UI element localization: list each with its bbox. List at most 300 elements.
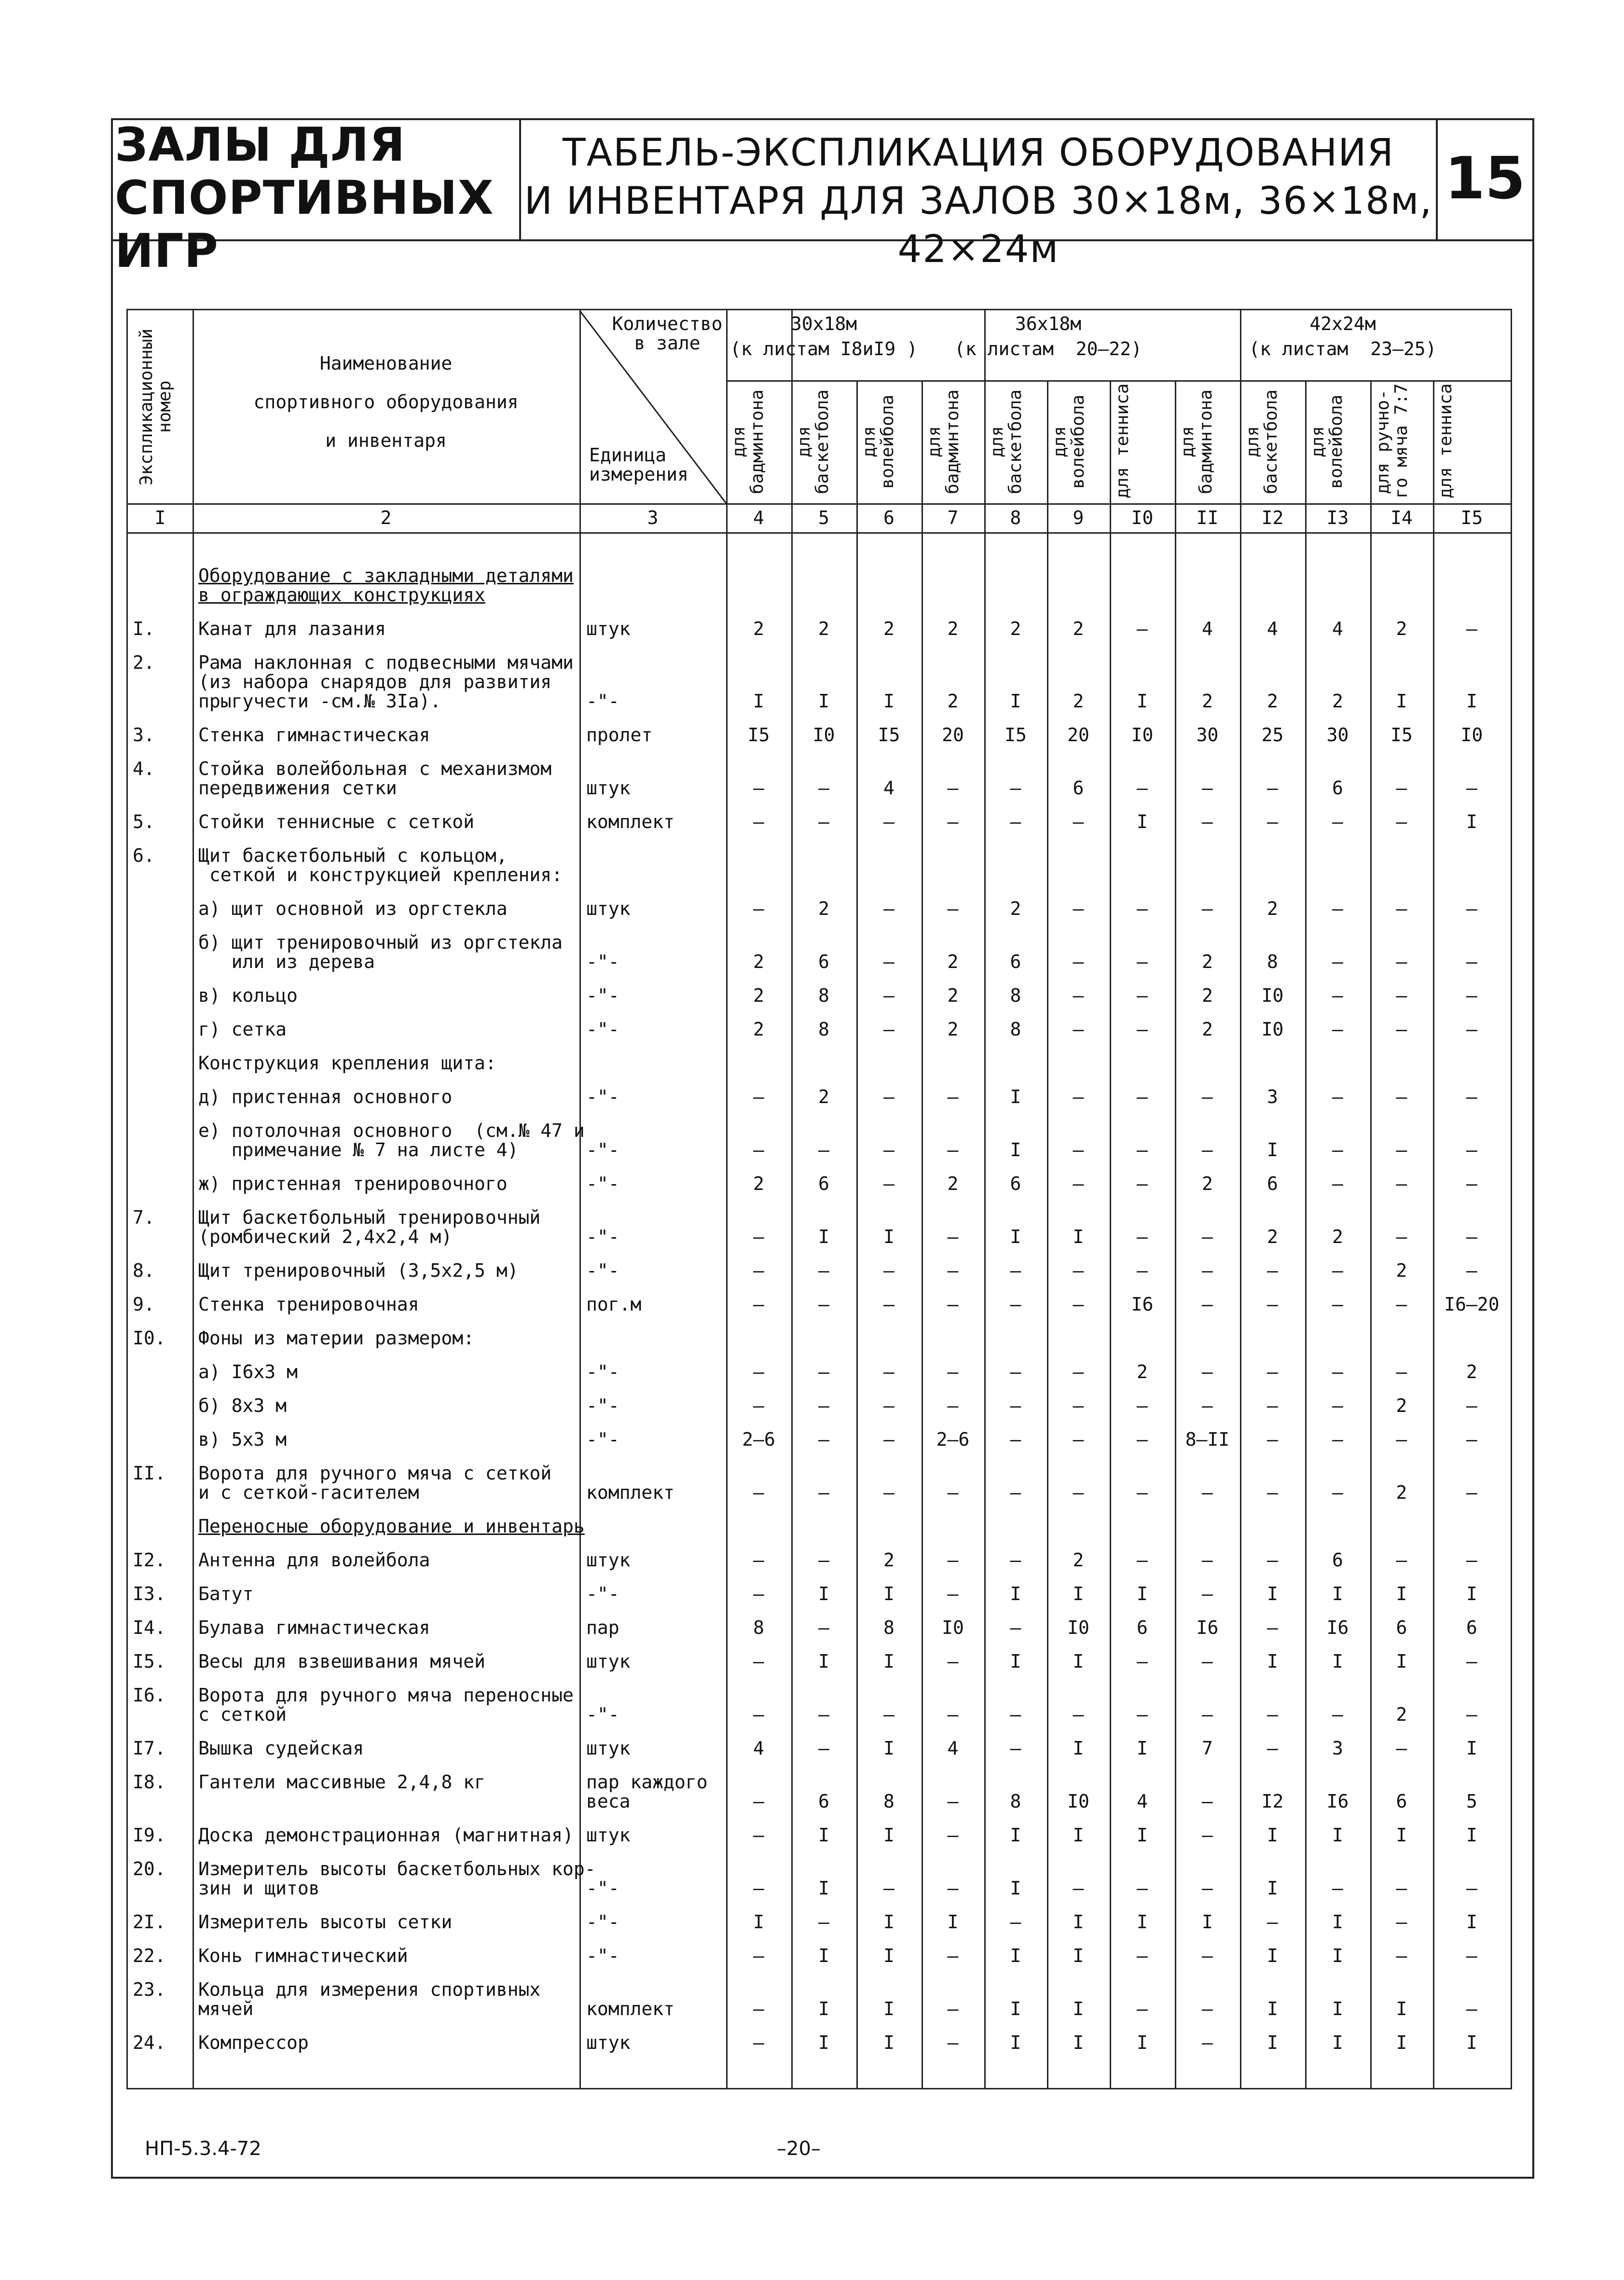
quantity-cell: – <box>1010 1738 1021 1759</box>
quantity-cell: I <box>1137 811 1148 832</box>
item-name: д) пристенная основного <box>198 1086 453 1107</box>
sheet-number: 15 <box>1445 145 1526 212</box>
item-number: 22. <box>133 1945 166 1966</box>
quantity-cell: – <box>753 1824 764 1846</box>
quantity-cell: – <box>1396 1139 1407 1161</box>
quantity-cell: 8 <box>1010 1019 1021 1040</box>
quantity-cell: – <box>1332 1482 1343 1503</box>
quantity-cell: – <box>1202 1482 1213 1503</box>
quantity-cell: – <box>1267 1549 1278 1571</box>
quantity-cell: – <box>1332 951 1343 972</box>
quantity-cell: – <box>1332 1086 1343 1107</box>
quantity-cell: I <box>1267 1651 1278 1672</box>
quantity-cell: – <box>1466 951 1477 972</box>
quantity-cell: 2 <box>947 951 959 972</box>
quantity-cell: – <box>883 1361 895 1382</box>
quantity-cell: – <box>1010 1549 1021 1571</box>
quantity-cell: 2 <box>1332 1226 1343 1247</box>
quantity-cell: – <box>1010 1395 1021 1416</box>
quantity-cell: I <box>818 1998 829 2019</box>
quantity-cell: – <box>1267 1911 1278 1933</box>
hall-group-title: 30x18м <box>790 313 857 334</box>
item-number: 23. <box>133 1979 166 2000</box>
quantity-cell: – <box>1010 1429 1021 1450</box>
quantity-cell: I <box>1267 1945 1278 1966</box>
quantity-cell: I5 <box>1005 724 1027 746</box>
item-unit: -"- <box>586 1878 619 1899</box>
quantity-cell: I0 <box>1067 1791 1089 1812</box>
quantity-cell: – <box>1396 1361 1407 1382</box>
quantity-cell: 6 <box>1137 1617 1148 1638</box>
item-name: Оборудование с закладными деталями в ограждающих конструкциях <box>198 565 574 606</box>
column-number: 7 <box>947 507 959 528</box>
quantity-cell: 4 <box>1332 618 1343 639</box>
quantity-cell: – <box>1466 1139 1477 1161</box>
quantity-cell: 6 <box>1010 1173 1021 1194</box>
column-rule <box>791 310 793 2088</box>
quantity-cell: – <box>883 811 895 832</box>
quantity-cell: I <box>1332 2032 1343 2053</box>
quantity-cell: I0 <box>1261 1019 1284 1040</box>
quantity-cell: I <box>1267 1139 1278 1161</box>
quantity-cell: I6–20 <box>1444 1294 1500 1315</box>
column-header-name: Наименование спортивного оборудования и инвентаря <box>253 353 519 451</box>
column-header-quantity: Количество в зале <box>612 313 723 354</box>
quantity-cell: – <box>1396 1945 1407 1966</box>
quantity-cell: – <box>1010 1704 1021 1725</box>
quantity-cell: – <box>1010 1617 1021 1638</box>
column-number: 3 <box>647 507 659 528</box>
quantity-cell: – <box>1202 1583 1213 1604</box>
item-number: I7. <box>133 1738 166 1759</box>
quantity-cell: – <box>947 1139 959 1161</box>
header-rule <box>128 532 1511 534</box>
quantity-cell: – <box>1466 1549 1477 1571</box>
quantity-cell: 2 <box>1137 1361 1148 1382</box>
column-number: 9 <box>1073 507 1084 528</box>
quantity-cell: – <box>818 1738 829 1759</box>
column-number: II <box>1196 507 1219 528</box>
quantity-cell: – <box>883 898 895 919</box>
item-name: б) 8x3 м <box>198 1395 287 1416</box>
quantity-cell: – <box>818 1260 829 1281</box>
quantity-cell: I <box>1010 1998 1021 2019</box>
quantity-cell: – <box>947 1361 959 1382</box>
quantity-cell: I <box>1466 1824 1477 1846</box>
quantity-cell: – <box>1396 1429 1407 1450</box>
quantity-cell: – <box>753 1878 764 1899</box>
item-name: Конь гимнастический <box>198 1945 408 1966</box>
sport-column-header: для волейбола <box>1050 394 1088 489</box>
quantity-cell: I <box>818 1945 829 1966</box>
item-unit: -"- <box>586 951 619 972</box>
quantity-cell: I <box>883 1583 895 1604</box>
quantity-cell: I0 <box>1067 1617 1089 1638</box>
quantity-cell: – <box>883 1878 895 1899</box>
quantity-cell: 2 <box>883 1549 895 1571</box>
item-unit: -"- <box>586 1139 619 1161</box>
quantity-cell: 2 <box>1073 618 1084 639</box>
quantity-cell: I6 <box>1326 1617 1349 1638</box>
quantity-cell: I <box>947 1911 959 1933</box>
quantity-cell: – <box>753 1226 764 1247</box>
quantity-cell: 6 <box>1073 777 1084 799</box>
quantity-cell: 6 <box>818 1173 829 1194</box>
quantity-cell: – <box>818 1549 829 1571</box>
quantity-cell: I <box>1466 1911 1477 1933</box>
quantity-cell: I <box>883 1651 895 1672</box>
column-rule <box>579 310 581 2088</box>
quantity-cell: – <box>1267 1361 1278 1382</box>
item-number: 3. <box>133 724 155 746</box>
quantity-cell: I5 <box>747 724 770 746</box>
quantity-cell: – <box>753 898 764 919</box>
quantity-cell: – <box>1202 1226 1213 1247</box>
quantity-cell: 2 <box>818 618 829 639</box>
quantity-cell: – <box>1202 1395 1213 1416</box>
quantity-cell: 2 <box>1396 1260 1407 1281</box>
quantity-cell: – <box>1332 1429 1343 1450</box>
item-number: 7. <box>133 1207 155 1228</box>
quantity-cell: – <box>1396 777 1407 799</box>
quantity-cell: I <box>818 1583 829 1604</box>
item-unit: -"- <box>586 1704 619 1725</box>
quantity-cell: – <box>1466 1945 1477 1966</box>
quantity-cell: – <box>1073 1173 1084 1194</box>
sport-column-header: для баскетбола <box>987 389 1025 494</box>
quantity-cell: I0 <box>1460 724 1483 746</box>
quantity-cell: I <box>1073 1998 1084 2019</box>
quantity-cell: I <box>1466 811 1477 832</box>
item-number: I2. <box>133 1549 166 1571</box>
quantity-cell: I5 <box>1390 724 1413 746</box>
item-unit: комплект <box>586 811 675 832</box>
quantity-cell: – <box>1332 1294 1343 1315</box>
quantity-cell: I <box>883 1824 895 1846</box>
quantity-cell: I <box>1267 1583 1278 1604</box>
quantity-cell: I6 <box>1196 1617 1219 1638</box>
quantity-cell: 2 <box>753 618 764 639</box>
quantity-cell: I <box>1073 2032 1084 2053</box>
quantity-cell: – <box>1073 1361 1084 1382</box>
quantity-cell: 6 <box>1396 1791 1407 1812</box>
item-number: I0. <box>133 1327 166 1349</box>
item-unit: пар каждого веса <box>586 1771 708 1812</box>
quantity-cell: – <box>1396 985 1407 1006</box>
quantity-cell: – <box>1396 898 1407 919</box>
item-name: Стойка волейбольная с механизмом передвижения сетки <box>198 758 552 799</box>
quantity-cell: – <box>1073 1395 1084 1416</box>
quantity-cell: I <box>1010 1226 1021 1247</box>
quantity-cell: – <box>1073 1019 1084 1040</box>
quantity-cell: I <box>818 1651 829 1672</box>
quantity-cell: – <box>1137 1429 1148 1450</box>
column-number: 4 <box>753 507 764 528</box>
item-number: 9. <box>133 1294 155 1315</box>
quantity-cell: I <box>1466 2032 1477 2053</box>
quantity-cell: – <box>1267 1704 1278 1725</box>
quantity-cell: 2 <box>1202 1019 1213 1040</box>
quantity-cell: – <box>753 1549 764 1571</box>
quantity-cell: – <box>1396 1911 1407 1933</box>
quantity-cell: I6 <box>1326 1791 1349 1812</box>
quantity-cell: – <box>1466 898 1477 919</box>
quantity-cell: – <box>818 1617 829 1638</box>
quantity-cell: – <box>753 1395 764 1416</box>
item-number: 5. <box>133 811 155 832</box>
quantity-cell: – <box>753 1998 764 2019</box>
quantity-cell: 2 <box>1073 691 1084 712</box>
quantity-cell: – <box>1466 1998 1477 2019</box>
quantity-cell: – <box>1073 1878 1084 1899</box>
quantity-cell: 2 <box>1202 951 1213 972</box>
quantity-cell: – <box>1073 898 1084 919</box>
quantity-cell: I <box>1332 1583 1343 1604</box>
column-number: 8 <box>1010 507 1021 528</box>
quantity-cell: 2 <box>947 1173 959 1194</box>
quantity-cell: I <box>1010 691 1021 712</box>
item-name: Щит баскетбольный с кольцом, сеткой и конструкцией крепления: <box>198 845 563 885</box>
quantity-cell: – <box>1466 1173 1477 1194</box>
quantity-cell: – <box>1466 1704 1477 1725</box>
item-name: Вышка судейская <box>198 1738 364 1759</box>
item-unit: пог.м <box>586 1294 642 1315</box>
sport-column-header: для волейбола <box>859 394 897 489</box>
quantity-cell: 3 <box>1267 1086 1278 1107</box>
page-number: –20– <box>777 2138 821 2160</box>
quantity-cell: 6 <box>1332 777 1343 799</box>
quantity-cell: – <box>1202 777 1213 799</box>
quantity-cell: – <box>1267 1429 1278 1450</box>
quantity-cell: – <box>947 1294 959 1315</box>
quantity-cell: – <box>753 811 764 832</box>
series-title <box>111 118 521 278</box>
quantity-cell: I <box>883 1998 895 2019</box>
item-unit: -"- <box>586 1429 619 1450</box>
item-name: Ворота для ручного мяча переносные с сеткой <box>198 1685 574 1725</box>
column-number: I0 <box>1131 507 1154 528</box>
hall-group-sheets: (к листам 23–25) <box>1249 338 1437 359</box>
quantity-cell: – <box>1137 1878 1148 1899</box>
quantity-cell: – <box>883 1704 895 1725</box>
quantity-cell: 6 <box>818 1791 829 1812</box>
item-number: I8. <box>133 1771 166 1793</box>
item-unit: штук <box>586 777 631 799</box>
quantity-cell: 6 <box>1332 1549 1343 1571</box>
quantity-cell: – <box>1137 898 1148 919</box>
quantity-cell: – <box>1396 1738 1407 1759</box>
item-name: Измеритель высоты баскетбольных кор- зин и щитов <box>198 1858 596 1899</box>
quantity-cell: I0 <box>942 1617 964 1638</box>
quantity-cell: – <box>1010 1294 1021 1315</box>
quantity-cell: 2 <box>1267 691 1278 712</box>
column-number: 6 <box>883 507 895 528</box>
quantity-cell: I <box>1073 1651 1084 1672</box>
quantity-cell: – <box>1267 811 1278 832</box>
quantity-cell: I <box>1202 1911 1213 1933</box>
quantity-cell: – <box>947 1395 959 1416</box>
quantity-cell: – <box>1073 1429 1084 1450</box>
quantity-cell: – <box>1202 1824 1213 1846</box>
quantity-cell: – <box>1202 811 1213 832</box>
quantity-cell: I <box>1332 1911 1343 1933</box>
quantity-cell: – <box>1010 1911 1021 1933</box>
item-number: I3. <box>133 1583 166 1604</box>
quantity-cell: 4 <box>753 1738 764 1759</box>
column-rule <box>193 310 194 2088</box>
quantity-cell: 2 <box>1202 691 1213 712</box>
quantity-cell: 2 <box>753 1019 764 1040</box>
quantity-cell: 2 <box>753 951 764 972</box>
item-number: I9. <box>133 1824 166 1846</box>
quantity-cell: – <box>883 951 895 972</box>
item-name: е) потолочная основного (см.№ 47 и примечание № 7 на листе 4) <box>198 1120 585 1161</box>
item-number: 2. <box>133 652 155 673</box>
quantity-cell: I <box>1396 2032 1407 2053</box>
quantity-cell: 6 <box>1267 1173 1278 1194</box>
item-number: 24. <box>133 2032 166 2053</box>
item-name: Измеритель высоты сетки <box>198 1911 453 1933</box>
item-unit: -"- <box>586 1019 619 1040</box>
quantity-cell: – <box>1332 1704 1343 1725</box>
quantity-cell: – <box>753 1651 764 1672</box>
quantity-cell: – <box>1073 1260 1084 1281</box>
quantity-cell: – <box>1267 1482 1278 1503</box>
quantity-cell: I <box>1010 1824 1021 1846</box>
quantity-cell: – <box>1396 1294 1407 1315</box>
quantity-cell: 2 <box>818 1086 829 1107</box>
item-unit: -"- <box>586 1086 619 1107</box>
item-name: Стенка тренировочная <box>198 1294 419 1315</box>
quantity-cell: I <box>1010 1583 1021 1604</box>
quantity-cell: – <box>818 1482 829 1503</box>
quantity-cell: – <box>1137 1482 1148 1503</box>
column-rule <box>726 310 728 2088</box>
quantity-cell: I <box>883 2032 895 2053</box>
item-unit: штук <box>586 1651 631 1672</box>
quantity-cell: I <box>1010 2032 1021 2053</box>
quantity-cell: – <box>1332 1019 1343 1040</box>
column-number: I <box>154 507 166 528</box>
quantity-cell: – <box>947 1086 959 1107</box>
quantity-cell: – <box>753 1086 764 1107</box>
quantity-cell: I <box>1073 1824 1084 1846</box>
quantity-cell: I <box>1137 1738 1148 1759</box>
quantity-cell: – <box>1202 2032 1213 2053</box>
quantity-cell: 4 <box>1202 618 1213 639</box>
quantity-cell: 2 <box>947 618 959 639</box>
quantity-cell: 8 <box>1010 1791 1021 1812</box>
column-number: I4 <box>1390 507 1413 528</box>
quantity-cell: – <box>883 985 895 1006</box>
quantity-cell: – <box>1202 1086 1213 1107</box>
quantity-cell: – <box>1332 1395 1343 1416</box>
quantity-cell: 4 <box>1137 1791 1148 1812</box>
quantity-cell: – <box>1137 951 1148 972</box>
quantity-cell: I <box>1466 691 1477 712</box>
quantity-cell: 3 <box>1332 1738 1343 1759</box>
quantity-cell: 2 <box>947 985 959 1006</box>
quantity-cell: 2–6 <box>936 1429 970 1450</box>
header-rule <box>726 380 1511 382</box>
hall-group-title: 42x24м <box>1309 313 1376 334</box>
quantity-cell: I <box>1010 1651 1021 1672</box>
quantity-cell: I <box>1137 1911 1148 1933</box>
quantity-cell: – <box>947 898 959 919</box>
quantity-cell: – <box>1466 985 1477 1006</box>
quantity-cell: – <box>1073 811 1084 832</box>
quantity-cell: I <box>883 1226 895 1247</box>
item-name: Рама наклонная с подвесными мячами (из набора снарядов для развития прыгучести -см.№ 3Iа). <box>198 652 574 712</box>
item-name: Булава гимнастическая <box>198 1617 430 1638</box>
item-number: 6. <box>133 845 155 866</box>
quantity-cell: – <box>1137 1549 1148 1571</box>
quantity-cell: – <box>1202 1878 1213 1899</box>
quantity-cell: I <box>818 1226 829 1247</box>
quantity-cell: – <box>753 1945 764 1966</box>
quantity-cell: – <box>1202 1361 1213 1382</box>
quantity-cell: – <box>947 777 959 799</box>
quantity-cell: – <box>1466 618 1477 639</box>
quantity-cell: – <box>883 1429 895 1450</box>
quantity-cell: 8 <box>1267 951 1278 972</box>
quantity-cell: I <box>818 691 829 712</box>
quantity-cell: 8 <box>883 1617 895 1638</box>
series-title-line2: СПОРТИВНЫХ ИГР <box>115 171 494 278</box>
quantity-cell: – <box>1466 1429 1477 1450</box>
quantity-cell: – <box>1332 1173 1343 1194</box>
quantity-cell: – <box>1466 1651 1477 1672</box>
quantity-cell: – <box>753 1482 764 1503</box>
quantity-cell: – <box>1137 1226 1148 1247</box>
sport-column-header: для ручно- го мяча 7:7 <box>1373 383 1411 498</box>
quantity-cell: – <box>1396 811 1407 832</box>
quantity-cell: – <box>1466 1395 1477 1416</box>
quantity-cell: – <box>1267 1395 1278 1416</box>
quantity-cell: – <box>753 2032 764 2053</box>
item-name: ж) пристенная тренировочного <box>198 1173 508 1194</box>
quantity-cell: 4 <box>1267 618 1278 639</box>
quantity-cell: 2 <box>1396 618 1407 639</box>
sport-column-header: для бадминтона <box>924 389 963 494</box>
quantity-cell: – <box>1332 1361 1343 1382</box>
quantity-cell: – <box>1137 1998 1148 2019</box>
quantity-cell: – <box>753 1294 764 1315</box>
quantity-cell: – <box>1466 1086 1477 1107</box>
quantity-cell: – <box>818 1911 829 1933</box>
hall-group-sheets: (к листам I8иI9 ) <box>730 338 918 359</box>
quantity-cell: – <box>1010 811 1021 832</box>
item-unit: -"- <box>586 691 619 712</box>
hall-group-sheets: (к листам 20–22) <box>954 338 1142 359</box>
quantity-cell: I <box>1267 1998 1278 2019</box>
quantity-cell: 2 <box>1396 1704 1407 1725</box>
quantity-cell: – <box>818 777 829 799</box>
column-number: I2 <box>1261 507 1284 528</box>
sport-column-header: для баскетбола <box>1243 389 1281 494</box>
quantity-cell: I <box>753 1911 764 1933</box>
title-block <box>111 118 1534 278</box>
quantity-cell: 25 <box>1261 724 1284 746</box>
quantity-cell: 2 <box>1396 1395 1407 1416</box>
quantity-cell: – <box>883 1395 895 1416</box>
sport-column-header: для бадминтона <box>1178 389 1216 494</box>
quantity-cell: 30 <box>1196 724 1219 746</box>
quantity-cell: – <box>1137 1260 1148 1281</box>
quantity-cell: – <box>1073 1139 1084 1161</box>
quantity-cell: – <box>753 1361 764 1382</box>
item-unit: -"- <box>586 985 619 1006</box>
